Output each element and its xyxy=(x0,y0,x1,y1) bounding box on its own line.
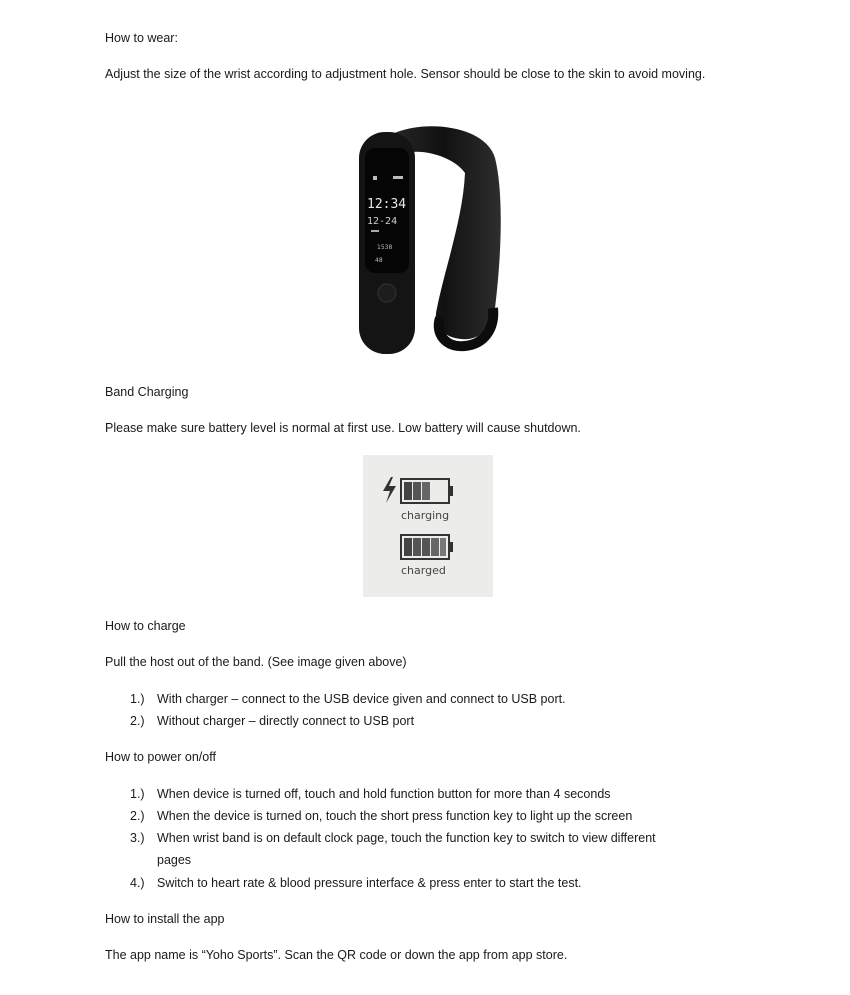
fitness-band-image xyxy=(345,118,510,363)
list-item: 2.) When the device is turned on, touch the short press function key to light up the screen xyxy=(130,809,633,823)
label-charging: charging xyxy=(401,509,450,522)
list-item: 2.) Without charger – directly connect to USB port xyxy=(130,714,415,728)
band-date: 12-24 xyxy=(367,216,398,227)
wear-instructions: Adjust the size of the wrist according to adjustment hole. Sensor should be close to the skin to avoid moving. xyxy=(105,67,706,81)
list-item: 4.) Switch to heart rate & blood pressure interface & press enter to start the test. xyxy=(130,876,582,890)
heading-band-charging: Band Charging xyxy=(105,385,189,399)
heading-power-on-off: How to power on/off xyxy=(105,750,216,764)
list-item: 1.) When device is turned off, touch and hold function button for more than 4 seconds xyxy=(130,787,611,801)
heading-install-app: How to install the app xyxy=(105,912,225,926)
install-instructions: The app name is “Yoho Sports”. Scan the QR code or down the app from app store. xyxy=(105,948,568,962)
band-time: 12:34 xyxy=(367,197,407,212)
list-item-continuation: pages xyxy=(157,853,192,867)
heading-how-to-charge: How to charge xyxy=(105,619,186,633)
list-item: 3.) When wrist band is on default clock page, touch the function key to switch to view different xyxy=(130,831,656,845)
battery-status-image xyxy=(363,455,493,597)
band-steps: 1538 xyxy=(377,244,393,251)
heading-how-to-wear: How to wear: xyxy=(105,31,178,45)
charging-instructions: Please make sure battery level is normal at first use. Low battery will cause shutdown. xyxy=(105,421,581,435)
touch-button xyxy=(378,284,396,302)
list-item: 1.) With charger – connect to the USB device given and connect to USB port. xyxy=(130,692,566,706)
label-charged: charged xyxy=(401,564,446,577)
band-extra: 48 xyxy=(375,257,383,264)
charge-instructions: Pull the host out of the band. (See image given above) xyxy=(105,655,407,669)
